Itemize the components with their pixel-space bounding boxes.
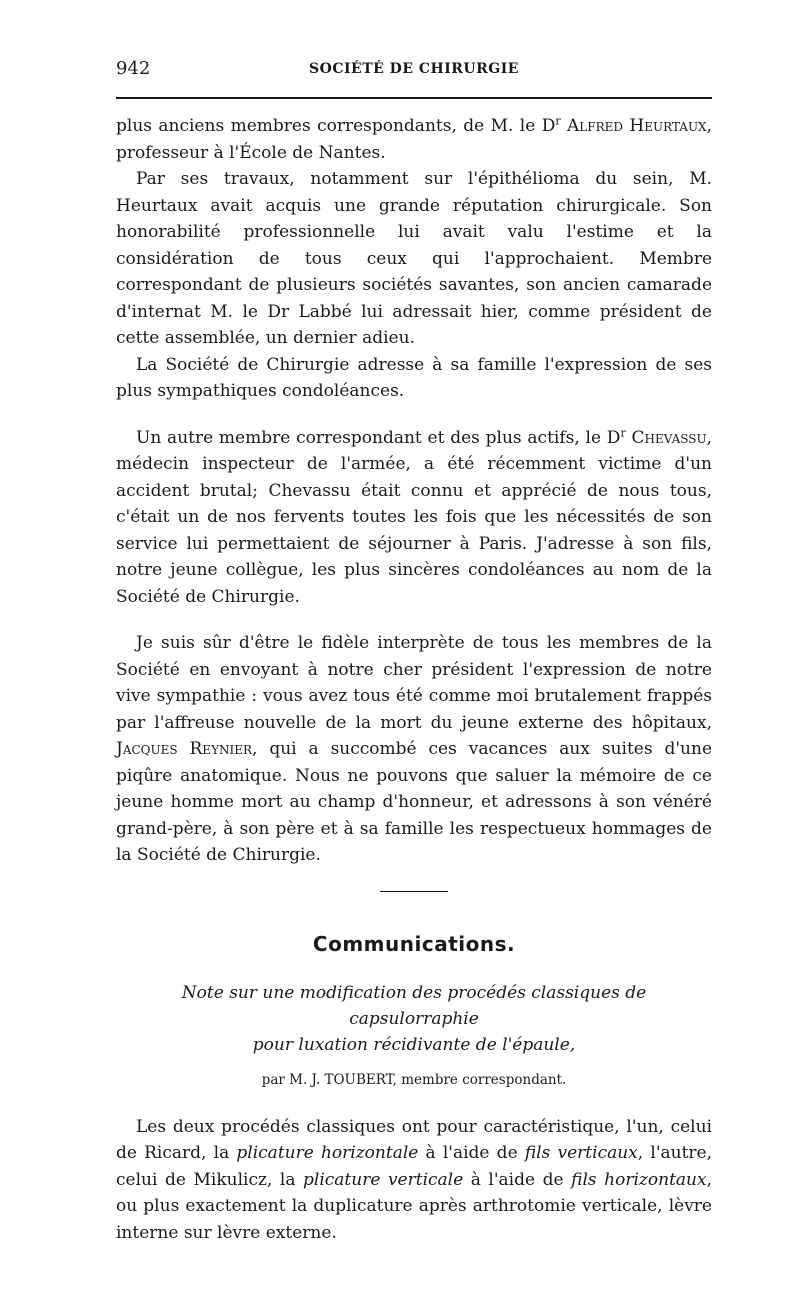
note-title-line: Note sur une modification des procédés classiques de capsulorraphie [181,982,647,1029]
paragraph-procedures [116,1114,712,1247]
paragraph-heurtaux-works: Par ses travaux, notamment sur l'épithélioma du sein, M. Heurtaux avait acquis une grande réputation chirurgicale. Son honorabilité professionnelle lui avait valu l'estime et la considération de tous ceux qui l'approchaient. Membre correspondant de plusieurs sociétés savantes, son ancien camarade d'internat M. le Dr Labbé lui adressait hier, comme président de cette assemblée, un dernier adieu. [116,169,712,348]
text-run: à l'aide de [463,1169,572,1190]
page-number: 942 [116,58,151,79]
text-run: Les deux procédés classiques ont pour caractéristique, l'un, celui de Ricard, la [116,1116,712,1163]
italic-term: fils verticaux [524,1143,638,1163]
text-run: , l'autre, celui de Mikulicz, la [116,1143,712,1190]
section-title: Communications. [312,931,516,956]
author-byline: par M. J. TOUBERT, membre correspondant. [261,1071,567,1088]
text-run: Je suis sûr d'être le fidèle interprète de tous les membres de la Société en envoyant à notre cher président l'expression de notre vive sympathie : vous avez tous été comme moi brutalement frappés par l'affreuse nouvelle de la mort du jeune externe des hôpitaux, [116,633,712,733]
page-header [116,58,712,88]
paragraph-chevassu [116,425,712,611]
text-run: Un autre membre correspondant et des plus actifs, le D [136,427,621,448]
running-title: SOCIÉTÉ DE CHIRURGIE [309,61,519,77]
superscript: r [555,114,561,128]
paragraph-gap [116,610,712,630]
section-divider [380,891,448,892]
text-run: , médecin inspecteur de l'armée, a été récemment victime d'un accident brutal; Chevassu était connu et apprécié de nous tous, c'était un de nos fervents toutes les fois que les nécessités de son service lui permettaient de séjourner à Paris. J'adresse à son fils, notre jeune collègue, les plus sincères condoléances au nom de la Société de Chirurgie. [116,427,712,607]
paragraph-condolences: La Société de Chirurgie adresse à sa famille l'expression de ses plus sympathiques condoléances. [116,354,712,401]
header-rule [116,97,712,99]
text-run: , qui a succombé ces vacances aux suites d'une piqûre anatomique. Nous ne pouvons que saluer la mémoire de ce jeune homme mort au champ d'honneur, et adressons à son vénéré grand-père, à son père et à sa famille les respectueux hommages de la Société de Chirurgie. [116,739,713,865]
superscript: r [620,425,626,439]
person-name: Jacques Reynier [116,739,253,759]
italic-term: plicature verticale [303,1169,464,1190]
text-run: , ou plus exactement la duplicature après arthrotomie verticale, lèvre interne sur lèvre externe. [116,1169,712,1243]
text-run: plus anciens membres correspondants, de M. le D [116,116,556,136]
italic-term: fils horizontaux [571,1169,707,1190]
text-run: à l'aide de [418,1143,525,1163]
person-name: Chevassu [631,427,707,448]
person-name: Alfred Heurtaux [567,116,707,136]
paragraph-reynier [116,630,712,869]
text-run: , professeur à l'École de Nantes. [116,116,713,163]
italic-term: plicature horizontale [236,1143,419,1163]
paragraph-heurtaux-intro [116,113,712,166]
body-text [116,113,712,1246]
paragraph-gap [116,405,712,425]
note-title-line: pour luxation récidivante de l'épaule, [252,1034,576,1055]
note-title [116,980,712,1058]
